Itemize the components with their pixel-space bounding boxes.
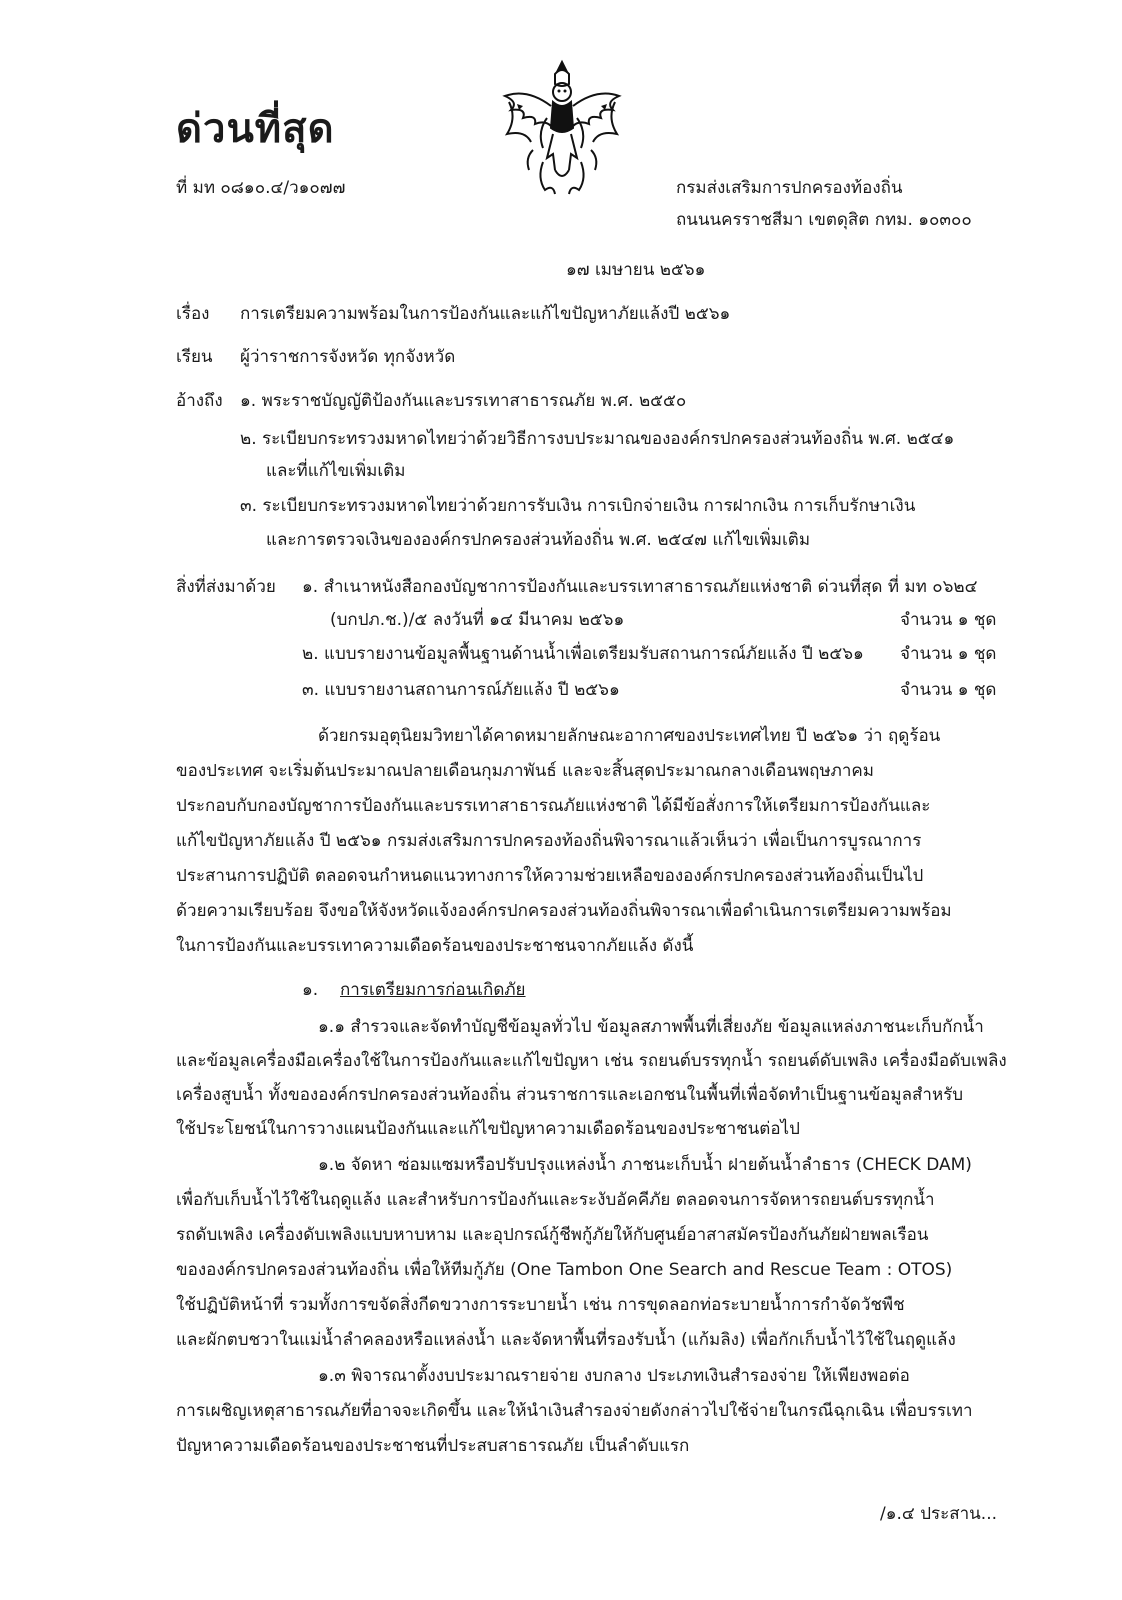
enclosure-item: ๑. สำเนาหนังสือกองบัญชาการป้องกันและบรรเทาสาธารณภัยแห่งชาติ ด่วนที่สุด ที่ มท ๐๖๒๔ [302,577,978,597]
body-intro-line: ประสานการปฏิบัติ ตลอดจนกำหนดแนวทางการให้ความช่วยเหลือขององค์กรปกครองส่วนท้องถิ่นเป็นไป [176,866,924,886]
paragraph-1-2-line: เพื่อกับเก็บน้ำไว้ใช้ในฤดูแล้ง และสำหรับการป้องกันและระงับอัคคีภัย ตลอดจนการจัดหารถยนต์บรรทุกน้ำ [176,1190,935,1210]
enclosures-label: สิ่งที่ส่งมาด้วย [176,577,276,597]
organization-address: ถนนนครราชสีมา เขตดุสิต กทม. ๑๐๓๐๐ [676,210,972,230]
paragraph-1-2-line: ๑.๒ จัดหา ซ่อมแซมหรือปรับปรุงแหล่งน้ำ ภาชนะเก็บน้ำ ฝายต้นน้ำลำธาร (CHECK DAM) [318,1155,972,1175]
section-number: ๑. [302,980,319,1000]
reference-item: ๒. ระเบียบกระทรวงมหาดไทยว่าด้วยวิธีการงบประมาณขององค์กรปกครองส่วนท้องถิ่น พ.ศ. ๒๕๔๑ [240,429,955,449]
paragraph-1-1-line: เครื่องสูบน้ำ ทั้งขององค์กรปกครองส่วนท้องถิ่น ส่วนราชการและเอกชนในพื้นที่เพื่อจัดทำเป็นฐานข้อมูลสำหรับ [176,1085,964,1105]
enclosure-quantity: จำนวน ๑ ชุด [900,610,997,630]
paragraph-1-1-line: และข้อมูลเครื่องมือเครื่องใช้ในการป้องกันและแก้ไขปัญหา เช่น รถยนต์บรรทุกน้ำ รถยนต์ดับเพลิง เครื่องมือดับเพลิง [176,1051,1007,1071]
paragraph-1-1-line: ใช้ประโยชน์ในการวางแผนป้องกันและแก้ไขปัญหาความเดือดร้อนของประชาชนต่อไป [176,1119,800,1139]
enclosure-quantity: จำนวน ๑ ชุด [900,680,997,700]
section-title: การเตรียมการก่อนเกิดภัย [340,980,526,1000]
recipient-label: เรียน [176,347,213,367]
body-intro-line: ด้วยความเรียบร้อย จึงขอให้จังหวัดแจ้งองค์กรปกครองส่วนท้องถิ่นพิจารณาเพื่อดำเนินการเตรียมความพร้อม [176,901,952,921]
paragraph-1-2-line: ขององค์กรปกครองส่วนท้องถิ่น เพื่อให้ทีมกู้ภัย (One Tambon One Search and Rescue Team : OTOS) [176,1260,953,1280]
page-continuation: /๑.๔ ประสาน... [880,1504,997,1524]
body-intro-line: ของประเทศ จะเริ่มต้นประมาณปลายเดือนกุมภาพันธ์ และจะสิ้นสุดประมาณกลางเดือนพฤษภาคม [176,761,874,781]
urgency-stamp: ด่วนที่สุด [176,106,335,152]
paragraph-1-3-line: ปัญหาความเดือดร้อนของประชาชนที่ประสบสาธารณภัย เป็นลำดับแรก [176,1436,690,1456]
organization-name: กรมส่งเสริมการปกครองท้องถิ่น [676,178,903,198]
document-date: ๑๗ เมษายน ๒๕๖๑ [566,260,706,280]
reference-item: ๑. พระราชบัญญัติป้องกันและบรรเทาสาธารณภัย พ.ศ. ๒๕๕๐ [240,391,687,411]
garuda-emblem-icon [497,58,627,198]
enclosure-item: ๒. แบบรายงานข้อมูลพื้นฐานด้านน้ำเพื่อเตรียมรับสถานการณ์ภัยแล้ง ปี ๒๕๖๑ [302,644,864,664]
paragraph-1-1-line: ๑.๑ สำรวจและจัดทำบัญชีข้อมูลทั่วไป ข้อมูลสภาพพื้นที่เสี่ยงภัย ข้อมูลแหล่งภาชนะเก็บกักน้ำ [318,1017,984,1037]
reference-item-continuation: และการตรวจเงินขององค์กรปกครองส่วนท้องถิ่น พ.ศ. ๒๕๔๗ แก้ไขเพิ่มเติม [266,530,811,550]
paragraph-1-3-line: ๑.๓ พิจารณาตั้งงบประมาณรายจ่าย งบกลาง ประเภทเงินสำรองจ่าย ให้เพียงพอต่อ [318,1366,910,1386]
body-intro-line: ด้วยกรมอุตุนิยมวิทยาได้คาดหมายลักษณะอากาศของประเทศไทย ปี ๒๕๖๑ ว่า ฤดูร้อน [318,726,941,746]
body-intro-line: ในการป้องกันและบรรเทาความเดือดร้อนของประชาชนจากภัยแล้ง ดังนี้ [176,936,694,956]
subject-text: การเตรียมความพร้อมในการป้องกันและแก้ไขปัญหาภัยแล้งปี ๒๕๖๑ [240,304,731,324]
paragraph-1-2-line: ใช้ปฏิบัติหน้าที่ รวมทั้งการขจัดสิ่งกีดขวางการระบายน้ำ เช่น การขุดลอกท่อระบายน้ำการกำจัดวัชพืช [176,1295,905,1315]
reference-item: ๓. ระเบียบกระทรวงมหาดไทยว่าด้วยการรับเงิน การเบิกจ่ายเงิน การฝากเงิน การเก็บรักษาเงิน [240,496,916,516]
enclosure-item-continuation: (บกปภ.ช.)/๕ ลงวันที่ ๑๔ มีนาคม ๒๕๖๑ [330,610,625,630]
recipient-text: ผู้ว่าราชการจังหวัด ทุกจังหวัด [240,347,456,367]
enclosure-quantity: จำนวน ๑ ชุด [900,644,997,664]
paragraph-1-2-line: และผักตบชวาในแม่น้ำลำคลองหรือแหล่งน้ำ และจัดหาพื้นที่รองรับน้ำ (แก้มลิง) เพื่อกักเก็บน้ำไว้ใช้ในฤดูแล้ง [176,1330,956,1350]
subject-label: เรื่อง [176,304,210,324]
paragraph-1-3-line: การเผชิญเหตุสาธารณภัยที่อาจจะเกิดขึ้น และให้นำเงินสำรองจ่ายดังกล่าวไปใช้จ่ายในกรณีฉุกเฉิน เพื่อบรรเทา [176,1401,973,1421]
document-number: ที่ มท ๐๘๑๐.๔/ว๑๐๗๗ [176,178,346,198]
enclosure-item: ๓. แบบรายงานสถานการณ์ภัยแล้ง ปี ๒๕๖๑ [302,680,620,700]
paragraph-1-2-line: รถดับเพลิง เครื่องดับเพลิงแบบหาบหาม และอุปกรณ์กู้ชีพกู้ภัยให้กับศูนย์อาสาสมัครป้องกันภัยฝ่ายพลเรือน [176,1225,929,1245]
body-intro-line: แก้ไขปัญหาภัยแล้ง ปี ๒๕๖๑ กรมส่งเสริมการปกครองท้องถิ่นพิจารณาแล้วเห็นว่า เพื่อเป็นการบูรณาการ [176,831,922,851]
references-label: อ้างถึง [176,391,223,411]
reference-item-continuation: และที่แก้ไขเพิ่มเติม [266,461,406,481]
body-intro-line: ประกอบกับกองบัญชาการป้องกันและบรรเทาสาธารณภัยแห่งชาติ ได้มีข้อสั่งการให้เตรียมการป้องกันและ [176,796,931,816]
